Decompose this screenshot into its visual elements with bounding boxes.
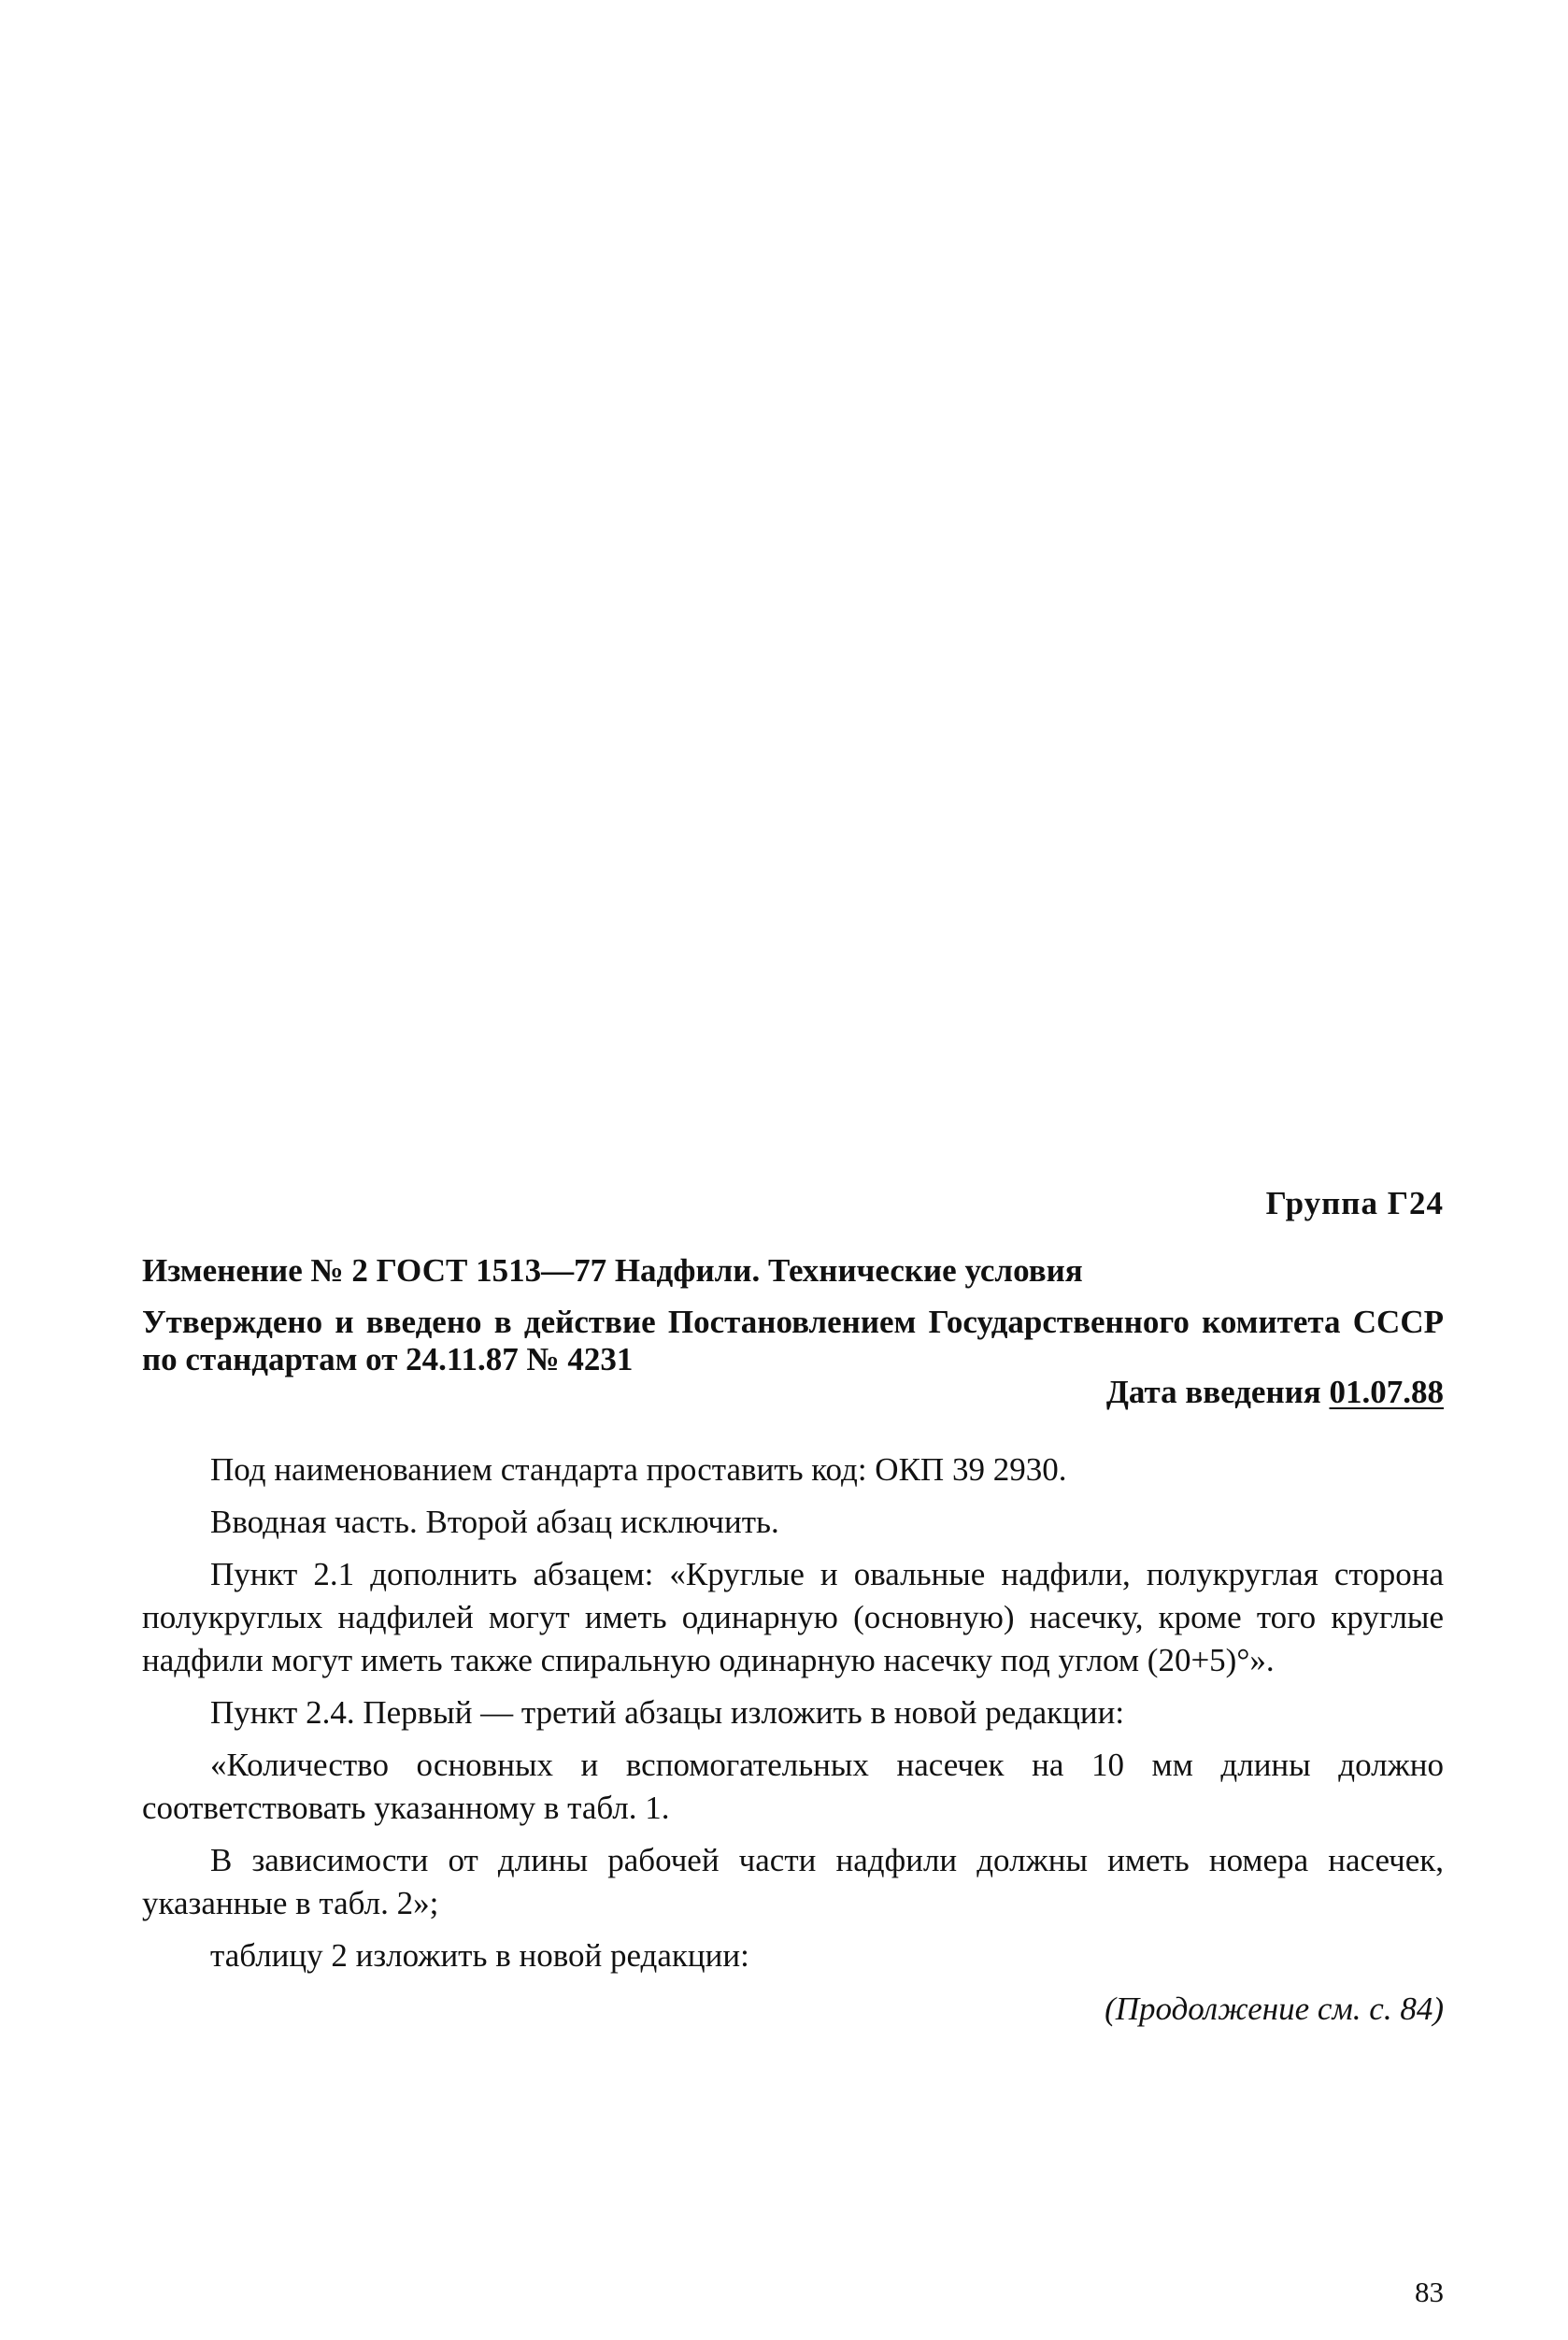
continuation-note: (Продолжение см. с. 84) bbox=[1105, 1990, 1444, 2027]
page-number: 83 bbox=[1415, 2276, 1444, 2308]
approval-statement: Утверждено и введено в действие Постановлением Государственного комитета СССР по стандартам от 24.11.87 № 4231 bbox=[142, 1304, 1444, 1377]
paragraph: «Количество основных и вспомогательных насечек на 10 мм длины должно соответствовать указанному в табл. 1. bbox=[142, 1747, 1444, 1826]
group-label: Группа Г24 bbox=[1265, 1185, 1444, 1221]
paragraph: Пункт 2.1 дополнить абзацем: «Круглые и овальные надфили, полукруглая сторона полукруглых надфилей могут иметь одинарную (основную) насечку, кроме того круглые надфили могут иметь также спиральную одинарную насечку под углом (20+5)°». bbox=[142, 1556, 1444, 1678]
paragraph: Пункт 2.4. Первый — третий абзацы изложить в новой редакции: bbox=[210, 1694, 1125, 1731]
effective-date-label: Дата введения bbox=[1105, 1374, 1330, 1410]
effective-date-value: 01.07.88 bbox=[1329, 1374, 1444, 1410]
amendment-body bbox=[142, 1448, 1444, 1987]
paragraph: Под наименованием стандарта проставить код: ОКП 39 2930. bbox=[210, 1451, 1067, 1488]
paragraph: таблицу 2 изложить в новой редакции: bbox=[210, 1937, 749, 1974]
amendment-title: Изменение № 2 ГОСТ 1513—77 Надфили. Технические условия bbox=[142, 1252, 1083, 1289]
paragraph: Вводная часть. Второй абзац исключить. bbox=[210, 1504, 779, 1540]
effective-date-line bbox=[934, 1374, 1444, 1411]
paragraph: В зависимости от длины рабочей части надфили должны иметь номера насечек, указанные в табл. 2»; bbox=[142, 1842, 1444, 1921]
